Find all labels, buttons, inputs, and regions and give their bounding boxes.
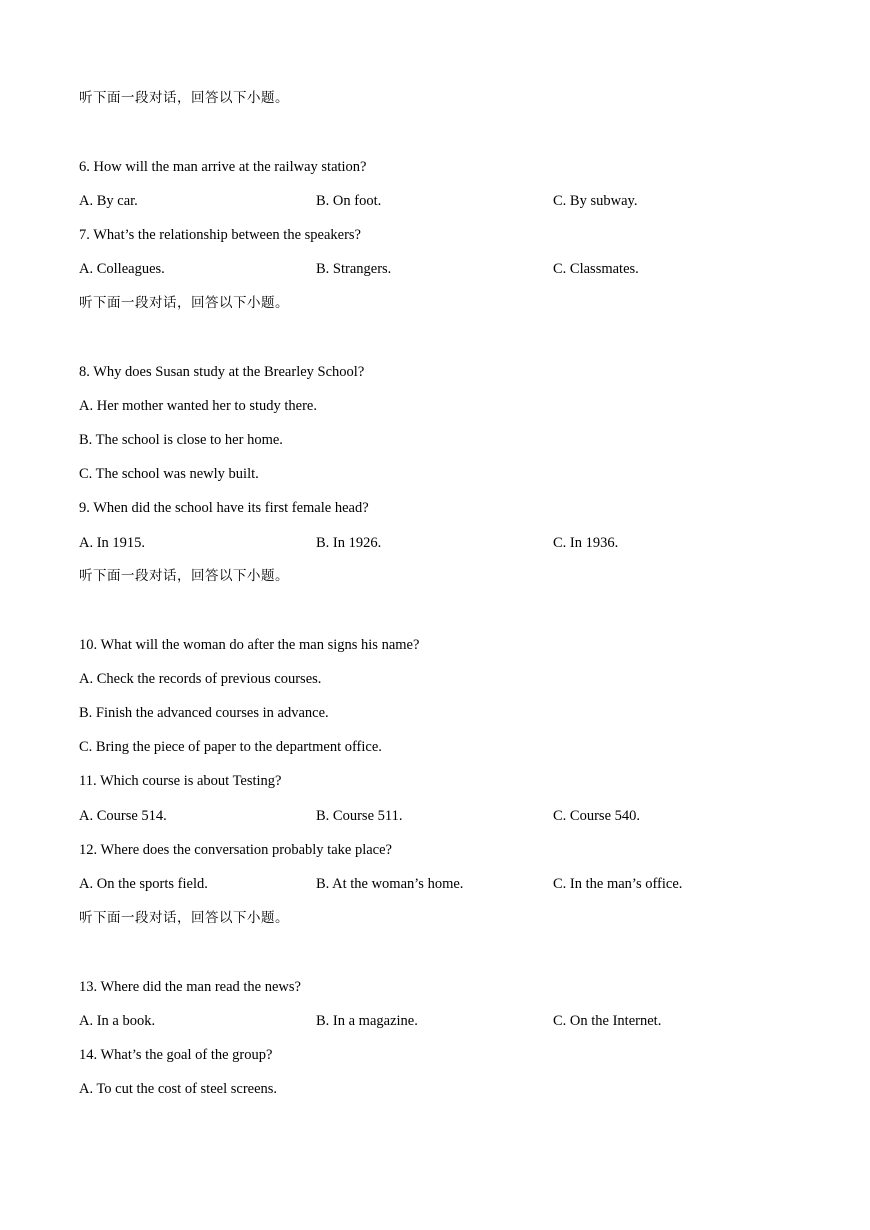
section-instruction: 听下面一段对话，回答以下小题。 bbox=[79, 910, 289, 926]
question-10-option-a[interactable]: A. Check the records of previous courses. bbox=[79, 671, 322, 687]
question-10-option-b[interactable]: B. Finish the advanced courses in advance. bbox=[79, 705, 329, 721]
question-13-option-a[interactable]: A. In a book. bbox=[79, 1013, 156, 1029]
section-instruction: 听下面一段对话，回答以下小题。 bbox=[79, 295, 289, 311]
question-8-option-a[interactable]: A. Her mother wanted her to study there. bbox=[79, 398, 317, 414]
section-instruction: 听下面一段对话，回答以下小题。 bbox=[79, 568, 289, 584]
question-10-text: 10. What will the woman do after the man signs his name? bbox=[79, 637, 420, 653]
question-14-option-a[interactable]: A. To cut the cost of steel screens. bbox=[79, 1081, 278, 1097]
question-12-option-a[interactable]: A. On the sports field. bbox=[79, 876, 208, 892]
question-6-option-b[interactable]: B. On foot. bbox=[316, 193, 382, 209]
question-12-option-b[interactable]: B. At the woman’s home. bbox=[316, 876, 464, 892]
question-11-text: 11. Which course is about Testing? bbox=[79, 773, 282, 789]
question-9-text: 9. When did the school have its first female head? bbox=[79, 500, 369, 516]
question-11-option-c[interactable]: C. Course 540. bbox=[553, 808, 640, 824]
section-instruction: 听下面一段对话，回答以下小题。 bbox=[79, 90, 289, 106]
question-9-option-a[interactable]: A. In 1915. bbox=[79, 535, 146, 551]
question-10-option-c[interactable]: C. Bring the piece of paper to the department office. bbox=[79, 739, 382, 755]
question-7-option-c[interactable]: C. Classmates. bbox=[553, 261, 639, 277]
question-8-option-b[interactable]: B. The school is close to her home. bbox=[79, 432, 283, 448]
question-8-text: 8. Why does Susan study at the Brearley School? bbox=[79, 364, 365, 380]
question-13-option-c[interactable]: C. On the Internet. bbox=[553, 1013, 662, 1029]
question-9-option-b[interactable]: B. In 1926. bbox=[316, 535, 382, 551]
question-6-option-a[interactable]: A. By car. bbox=[79, 193, 138, 209]
question-12-option-c[interactable]: C. In the man’s office. bbox=[553, 876, 683, 892]
question-7-option-b[interactable]: B. Strangers. bbox=[316, 261, 392, 277]
question-7-option-a[interactable]: A. Colleagues. bbox=[79, 261, 165, 277]
question-13-option-b[interactable]: B. In a magazine. bbox=[316, 1013, 418, 1029]
question-14-text: 14. What’s the goal of the group? bbox=[79, 1047, 273, 1063]
question-11-option-b[interactable]: B. Course 511. bbox=[316, 808, 403, 824]
question-12-text: 12. Where does the conversation probably take place? bbox=[79, 842, 392, 858]
question-9-option-c[interactable]: C. In 1936. bbox=[553, 535, 619, 551]
question-6-option-c[interactable]: C. By subway. bbox=[553, 193, 638, 209]
question-7-text: 7. What’s the relationship between the speakers? bbox=[79, 227, 361, 243]
question-6-text: 6. How will the man arrive at the railway station? bbox=[79, 159, 367, 175]
question-11-option-a[interactable]: A. Course 514. bbox=[79, 808, 167, 824]
question-13-text: 13. Where did the man read the news? bbox=[79, 979, 301, 995]
question-8-option-c[interactable]: C. The school was newly built. bbox=[79, 466, 259, 482]
